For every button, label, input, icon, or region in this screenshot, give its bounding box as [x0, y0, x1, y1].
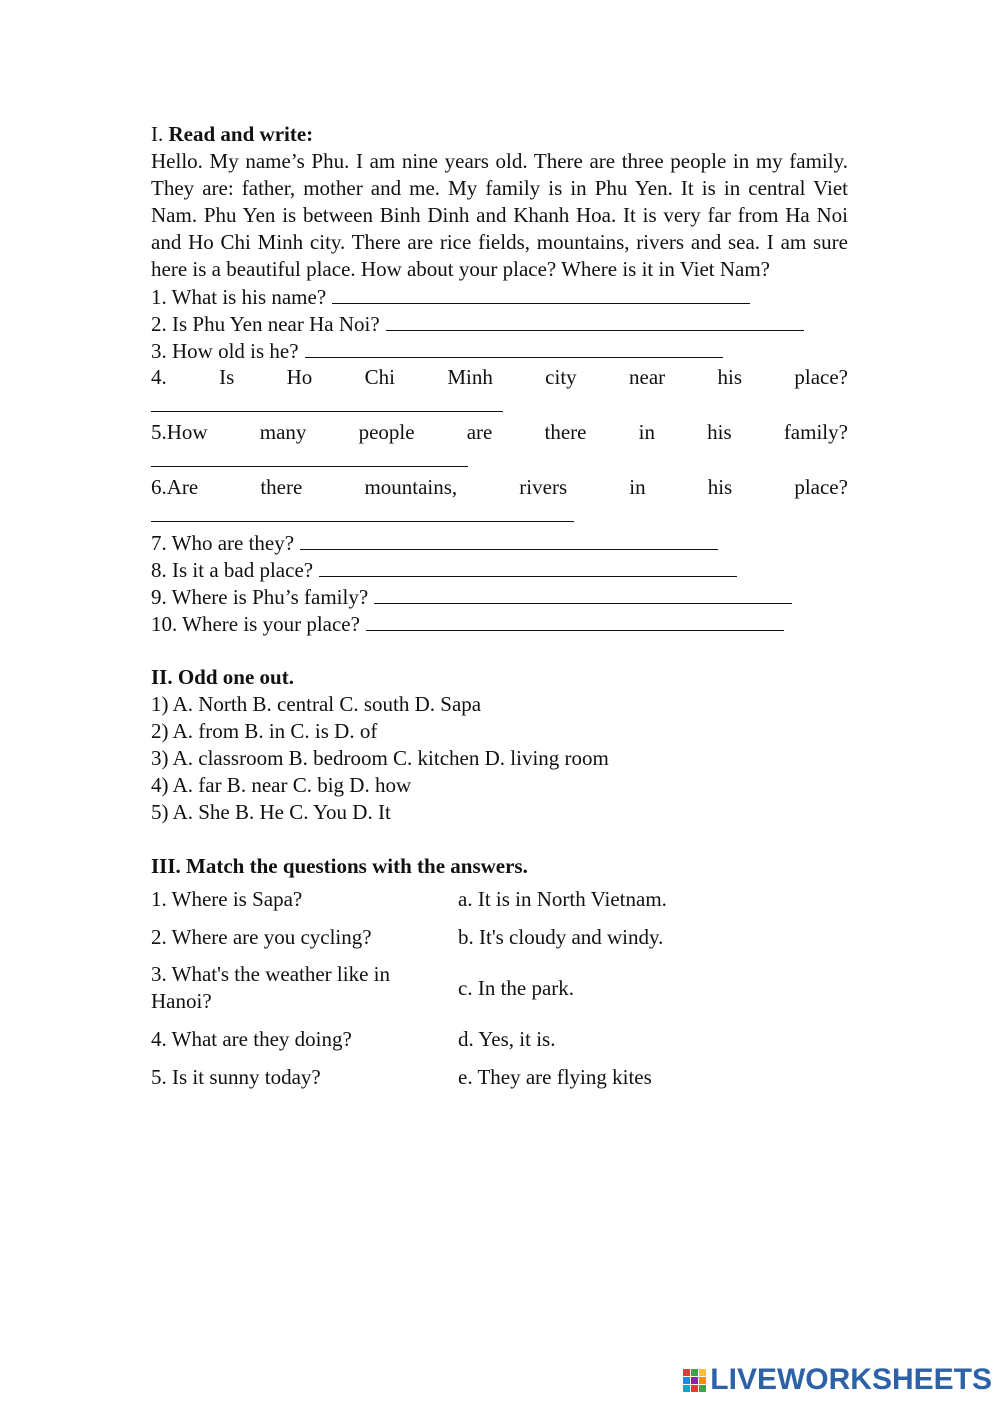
- question-text: 7. Who are they?: [151, 531, 295, 555]
- worksheet: [151, 121, 848, 1096]
- question-8: [151, 556, 848, 583]
- section-3-title: III. Match the questions with the answers.: [151, 854, 528, 878]
- section-2-heading: [151, 664, 848, 691]
- question-3: [151, 337, 848, 364]
- section-2-title: II. Odd one out.: [151, 665, 294, 689]
- answer-blank-9[interactable]: [374, 583, 792, 604]
- question-6: 6.Are there mountains, rivers in his place?: [151, 475, 848, 499]
- odd-item-1: 1) A. North B. central C. south D. Sapa: [151, 692, 482, 716]
- question-1: [151, 283, 848, 310]
- match-row-4: [151, 1020, 848, 1058]
- question-10: [151, 610, 848, 637]
- answer-blank-6[interactable]: [151, 501, 574, 522]
- liveworksheets-logo: [683, 1363, 992, 1397]
- match-question: 4. What are they doing?: [151, 1026, 352, 1051]
- match-answer[interactable]: a. It is in North Vietnam.: [458, 886, 667, 911]
- question-text: 9. Where is Phu’s family?: [151, 585, 369, 609]
- match-answer[interactable]: c. In the park.: [458, 975, 575, 1000]
- match-row-3: [151, 956, 848, 1020]
- question-text: 10. Where is your place?: [151, 612, 360, 636]
- answer-blank-4[interactable]: [151, 391, 503, 412]
- odd-item-5: 5) A. She B. He C. You D. It: [151, 800, 391, 824]
- answer-blank-7[interactable]: [300, 529, 718, 550]
- answer-blank-8[interactable]: [319, 556, 737, 577]
- section-3-heading: [151, 853, 848, 880]
- odd-item-4: 4) A. far B. near C. big D. how: [151, 773, 412, 797]
- match-row-1: [151, 880, 848, 918]
- match-row-2: [151, 918, 848, 956]
- question-7: [151, 529, 848, 556]
- answer-blank-1[interactable]: [332, 283, 750, 304]
- question-5: 5.How many people are there in his family?: [151, 420, 848, 444]
- question-4: 4. Is Ho Chi Minh city near his place?: [151, 365, 848, 389]
- odd-item-3: 3) A. classroom B. bedroom C. kitchen D. living room: [151, 746, 609, 770]
- match-question: 2. Where are you cycling?: [151, 924, 372, 949]
- match-answer[interactable]: b. It's cloudy and windy.: [458, 924, 664, 949]
- logo-icon: [683, 1369, 706, 1392]
- question-text: 2. Is Phu Yen near Ha Noi?: [151, 312, 380, 336]
- odd-item-2: 2) A. from B. in C. is D. of: [151, 719, 378, 743]
- section-1-title: Read and write:: [168, 122, 314, 146]
- match-answer[interactable]: d. Yes, it is.: [458, 1026, 556, 1051]
- question-text: 1. What is his name?: [151, 285, 327, 309]
- match-question: 5. Is it sunny today?: [151, 1064, 321, 1089]
- match-question: 3. What's the weather like in Hanoi?: [151, 962, 390, 1013]
- match-question: 1. Where is Sapa?: [151, 886, 303, 911]
- answer-blank-3[interactable]: [305, 337, 723, 358]
- question-9: [151, 583, 848, 610]
- section-1-heading: [151, 121, 848, 148]
- logo-text: LIVEWORKSHEETS: [710, 1363, 992, 1396]
- question-2: [151, 310, 848, 337]
- answer-blank-2[interactable]: [386, 310, 804, 331]
- question-text: 8. Is it a bad place?: [151, 558, 314, 582]
- match-answer[interactable]: e. They are flying kites: [458, 1064, 652, 1089]
- question-text: 3. How old is he?: [151, 339, 299, 363]
- match-row-5: [151, 1058, 848, 1096]
- answer-blank-10[interactable]: [366, 610, 784, 631]
- section-1-number: I.: [151, 122, 164, 146]
- reading-passage: Hello. My name’s Phu. I am nine years old. There are three people in my family. They are: father, mother and me. My family is in Phu Yen. It is in central Viet Nam. Phu Yen is between Binh Dinh and Khanh Hoa. It is very far from Ha Noi and Ho Chi Minh city. There are rice fields, mountains, rivers and sea. I am sure here is a beautiful place. How about your place? Where is it in Viet Nam?: [151, 149, 848, 281]
- answer-blank-5[interactable]: [151, 446, 468, 467]
